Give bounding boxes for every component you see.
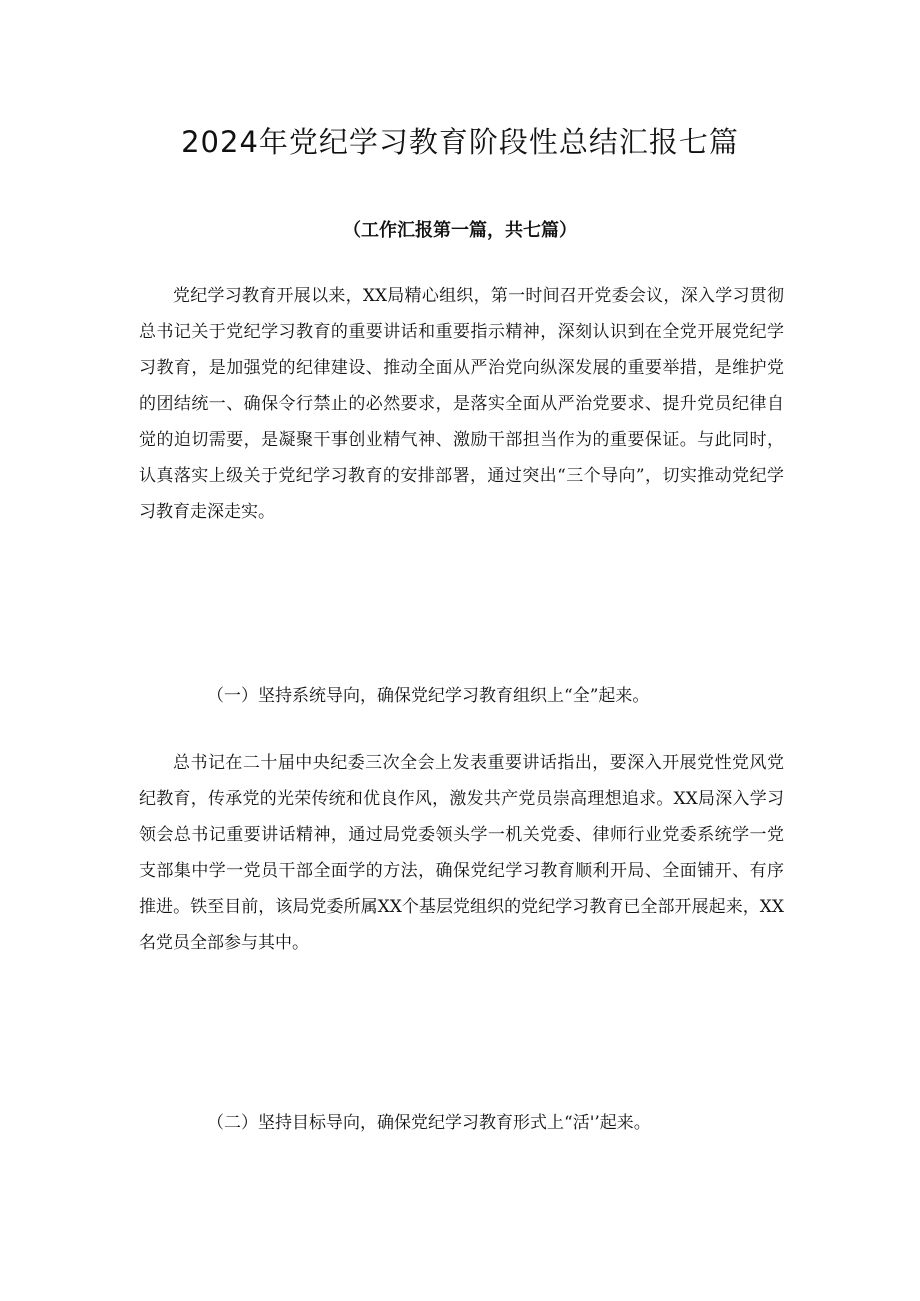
body-paragraph-2: 总书记在二十届中央纪委三次全会上发表重要讲话指出，要深入开展党性党风党纪教育，传承党的光荣传统和优良作风，激发共产党员崇高理想追求。XX局深入学习领会总书记重要讲话精神，通过局党委领头学一机关党委、律师行业党委系统学一党支部集中学一党员干部全面学的方法，确保党纪学习教育顺利开局、全面铺开、有序推进。铁至目前，该局党委所属XX个基层党组织的党纪学习教育已全部开展起来，XX名党员全部参与其中。 [139, 753, 784, 953]
document-subtitle: （工作汇报第一篇，共七篇） [343, 220, 577, 241]
section-heading-2: （二）坚持目标导向，确保党纪学习教育形式上“活'’起来。 [207, 1113, 651, 1133]
document-title: 2024年党纪学习教育阶段性总结汇报七篇 [181, 125, 739, 159]
body-paragraph-1: 党纪学习教育开展以来，XX局精心组织，第一时间召开党委会议，深入学习贯彻总书记关于党纪学习教育的重要讲话和重要指示精神，深刻认识到在全党开展党纪学习教育，是加强党的纪律建设、推动全面从严治党向纵深发展的重要举措，是维护党的团结统一、确保令行禁止的必然要求，是落实全面从严治党要求、提升党员纪律自觉的迫切需要，是凝聚干事创业精气神、激励干部担当作为的重要保证。与此同时，认真落实上级关于党纪学习教育的安排部署，通过突出“三个导向”，切实推动党纪学习教育走深走实。 [139, 286, 784, 522]
section-heading-1: （一）坚持系统导向，确保党纪学习教育组织上“全”起来。 [207, 686, 650, 706]
